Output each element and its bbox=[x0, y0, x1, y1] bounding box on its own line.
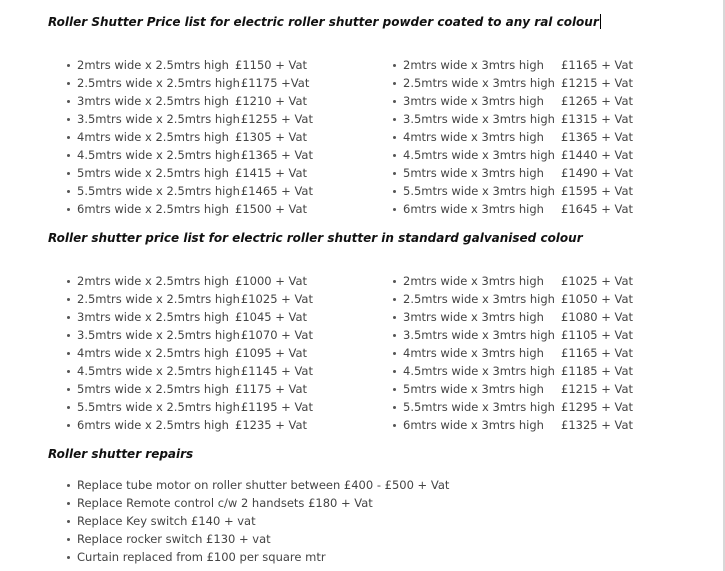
shutter-size: 4.5mtrs wide x 3mtrs high bbox=[403, 364, 555, 378]
list-item bbox=[393, 380, 633, 398]
list-item bbox=[393, 344, 633, 362]
shutter-size: 5mtrs wide x 2.5mtrs high bbox=[77, 382, 229, 396]
shutter-price: £1165 + Vat bbox=[561, 346, 634, 360]
shutter-size: 2mtrs wide x 3mtrs high bbox=[403, 58, 544, 72]
list-item bbox=[67, 200, 313, 218]
list-item bbox=[67, 362, 313, 380]
shutter-price: £1440 + Vat bbox=[561, 148, 634, 162]
shutter-price: £1175 + Vat bbox=[235, 382, 308, 396]
powder-coated-heading: Roller Shutter Price list for electric roller shutter powder coated to any ral colour bbox=[48, 15, 599, 29]
list-item bbox=[393, 128, 633, 146]
list-item bbox=[393, 290, 633, 308]
list-item: Curtain replaced from £100 per square mtr bbox=[67, 548, 449, 566]
list-item bbox=[393, 92, 633, 110]
list-item bbox=[67, 290, 313, 308]
shutter-size: 3mtrs wide x 3mtrs high bbox=[403, 310, 544, 324]
shutter-size: 6mtrs wide x 3mtrs high bbox=[403, 418, 544, 432]
shutter-price: £1050 + Vat bbox=[561, 292, 634, 306]
shutter-price: £1325 + Vat bbox=[561, 418, 634, 432]
shutter-price: £1070 + Vat bbox=[240, 328, 313, 342]
list-item bbox=[393, 416, 633, 434]
shutter-size: 2.5mtrs wide x 2.5mtrs high bbox=[77, 76, 240, 90]
shutter-size: 4.5mtrs wide x 2.5mtrs high bbox=[77, 364, 240, 378]
shutter-size: 4mtrs wide x 3mtrs high bbox=[403, 346, 544, 360]
list-item bbox=[67, 56, 313, 74]
shutter-price: £1145 + Vat bbox=[240, 364, 313, 378]
shutter-price: £1025 + Vat bbox=[561, 274, 634, 288]
shutter-price: £1215 + Vat bbox=[561, 76, 634, 90]
shutter-price: £1465 + Vat bbox=[240, 184, 313, 198]
list-item bbox=[393, 308, 633, 326]
shutter-size: 3mtrs wide x 2.5mtrs high bbox=[77, 94, 229, 108]
shutter-price: £1210 + Vat bbox=[235, 94, 308, 108]
list-item bbox=[393, 110, 633, 128]
shutter-price: £1255 + Vat bbox=[240, 112, 313, 126]
shutter-size: 2.5mtrs wide x 2.5mtrs high bbox=[77, 292, 240, 306]
list-item bbox=[67, 128, 313, 146]
galvanised-list-3m-high bbox=[393, 272, 633, 434]
galvanised-list-2-5m-high bbox=[67, 272, 313, 434]
shutter-size: 2mtrs wide x 2.5mtrs high bbox=[77, 58, 229, 72]
shutter-size: 3.5mtrs wide x 3mtrs high bbox=[403, 328, 555, 342]
list-item bbox=[67, 398, 313, 416]
shutter-price: £1645 + Vat bbox=[561, 202, 634, 216]
list-item bbox=[393, 362, 633, 380]
shutter-size: 5.5mtrs wide x 2.5mtrs high bbox=[77, 400, 240, 414]
shutter-size: 5mtrs wide x 2.5mtrs high bbox=[77, 166, 229, 180]
list-item bbox=[393, 272, 633, 290]
list-item bbox=[67, 74, 313, 92]
shutter-size: 5.5mtrs wide x 2.5mtrs high bbox=[77, 184, 240, 198]
list-item bbox=[67, 92, 313, 110]
shutter-size: 2mtrs wide x 3mtrs high bbox=[403, 274, 544, 288]
shutter-price: £1595 + Vat bbox=[561, 184, 634, 198]
list-item bbox=[67, 344, 313, 362]
shutter-price: £1490 + Vat bbox=[561, 166, 634, 180]
list-item bbox=[393, 74, 633, 92]
shutter-size: 5mtrs wide x 3mtrs high bbox=[403, 166, 544, 180]
shutter-size: 2.5mtrs wide x 3mtrs high bbox=[403, 76, 555, 90]
shutter-price: £1165 + Vat bbox=[561, 58, 634, 72]
list-item bbox=[67, 308, 313, 326]
powder-coated-list-3m-high bbox=[393, 56, 633, 218]
shutter-price: £1305 + Vat bbox=[235, 130, 308, 144]
list-item: Replace rocker switch £130 + vat bbox=[67, 530, 449, 548]
shutter-price: £1175 +Vat bbox=[240, 76, 310, 90]
list-item bbox=[67, 164, 313, 182]
shutter-size: 5.5mtrs wide x 3mtrs high bbox=[403, 184, 555, 198]
repairs-heading: Roller shutter repairs bbox=[48, 447, 194, 461]
shutter-price: £1215 + Vat bbox=[561, 382, 634, 396]
shutter-price: £1295 + Vat bbox=[561, 400, 634, 414]
list-item bbox=[393, 182, 633, 200]
shutter-size: 6mtrs wide x 3mtrs high bbox=[403, 202, 544, 216]
list-item: Replace Remote control c/w 2 handsets £180 + Vat bbox=[67, 494, 449, 512]
shutter-size: 4mtrs wide x 3mtrs high bbox=[403, 130, 544, 144]
shutter-price: £1185 + Vat bbox=[561, 364, 634, 378]
list-item bbox=[67, 416, 313, 434]
shutter-price: £1315 + Vat bbox=[561, 112, 634, 126]
shutter-price: £1500 + Vat bbox=[235, 202, 308, 216]
list-item bbox=[67, 380, 313, 398]
list-item bbox=[393, 56, 633, 74]
shutter-price: £1235 + Vat bbox=[235, 418, 308, 432]
shutter-price: £1150 + Vat bbox=[235, 58, 308, 72]
shutter-size: 4mtrs wide x 2.5mtrs high bbox=[77, 130, 229, 144]
shutter-price: £1105 + Vat bbox=[561, 328, 634, 342]
shutter-price: £1415 + Vat bbox=[235, 166, 308, 180]
shutter-size: 3.5mtrs wide x 3mtrs high bbox=[403, 112, 555, 126]
powder-coated-list-2-5m-high bbox=[67, 56, 313, 218]
list-item bbox=[393, 398, 633, 416]
shutter-price: £1080 + Vat bbox=[561, 310, 634, 324]
repairs-list bbox=[67, 476, 449, 566]
shutter-size: 3mtrs wide x 3mtrs high bbox=[403, 94, 544, 108]
shutter-size: 4.5mtrs wide x 2.5mtrs high bbox=[77, 148, 240, 162]
shutter-size: 2mtrs wide x 2.5mtrs high bbox=[77, 274, 229, 288]
shutter-price: £1045 + Vat bbox=[235, 310, 308, 324]
shutter-price: £1025 + Vat bbox=[240, 292, 313, 306]
shutter-price: £1095 + Vat bbox=[235, 346, 308, 360]
list-item bbox=[393, 326, 633, 344]
list-item bbox=[393, 146, 633, 164]
shutter-size: 3.5mtrs wide x 2.5mtrs high bbox=[77, 328, 240, 342]
galvanised-heading: Roller shutter price list for electric roller shutter in standard galvanised colour bbox=[48, 231, 583, 245]
shutter-price: £1000 + Vat bbox=[235, 274, 308, 288]
shutter-size: 6mtrs wide x 2.5mtrs high bbox=[77, 202, 229, 216]
shutter-size: 5mtrs wide x 3mtrs high bbox=[403, 382, 544, 396]
text-cursor bbox=[600, 14, 601, 29]
shutter-size: 4mtrs wide x 2.5mtrs high bbox=[77, 346, 229, 360]
list-item bbox=[67, 272, 313, 290]
list-item: Replace Key switch £140 + vat bbox=[67, 512, 449, 530]
list-item bbox=[393, 200, 633, 218]
list-item bbox=[67, 146, 313, 164]
shutter-price: £1365 + Vat bbox=[561, 130, 634, 144]
shutter-size: 3.5mtrs wide x 2.5mtrs high bbox=[77, 112, 240, 126]
list-item bbox=[67, 326, 313, 344]
shutter-price: £1265 + Vat bbox=[561, 94, 634, 108]
list-item bbox=[67, 110, 313, 128]
shutter-price: £1195 + Vat bbox=[240, 400, 313, 414]
shutter-size: 5.5mtrs wide x 3mtrs high bbox=[403, 400, 555, 414]
list-item bbox=[67, 182, 313, 200]
shutter-price: £1365 + Vat bbox=[240, 148, 313, 162]
shutter-size: 3mtrs wide x 2.5mtrs high bbox=[77, 310, 229, 324]
shutter-size: 6mtrs wide x 2.5mtrs high bbox=[77, 418, 229, 432]
list-item bbox=[393, 164, 633, 182]
shutter-size: 4.5mtrs wide x 3mtrs high bbox=[403, 148, 555, 162]
list-item: Replace tube motor on roller shutter between £400 - £500 + Vat bbox=[67, 476, 449, 494]
shutter-size: 2.5mtrs wide x 3mtrs high bbox=[403, 292, 555, 306]
